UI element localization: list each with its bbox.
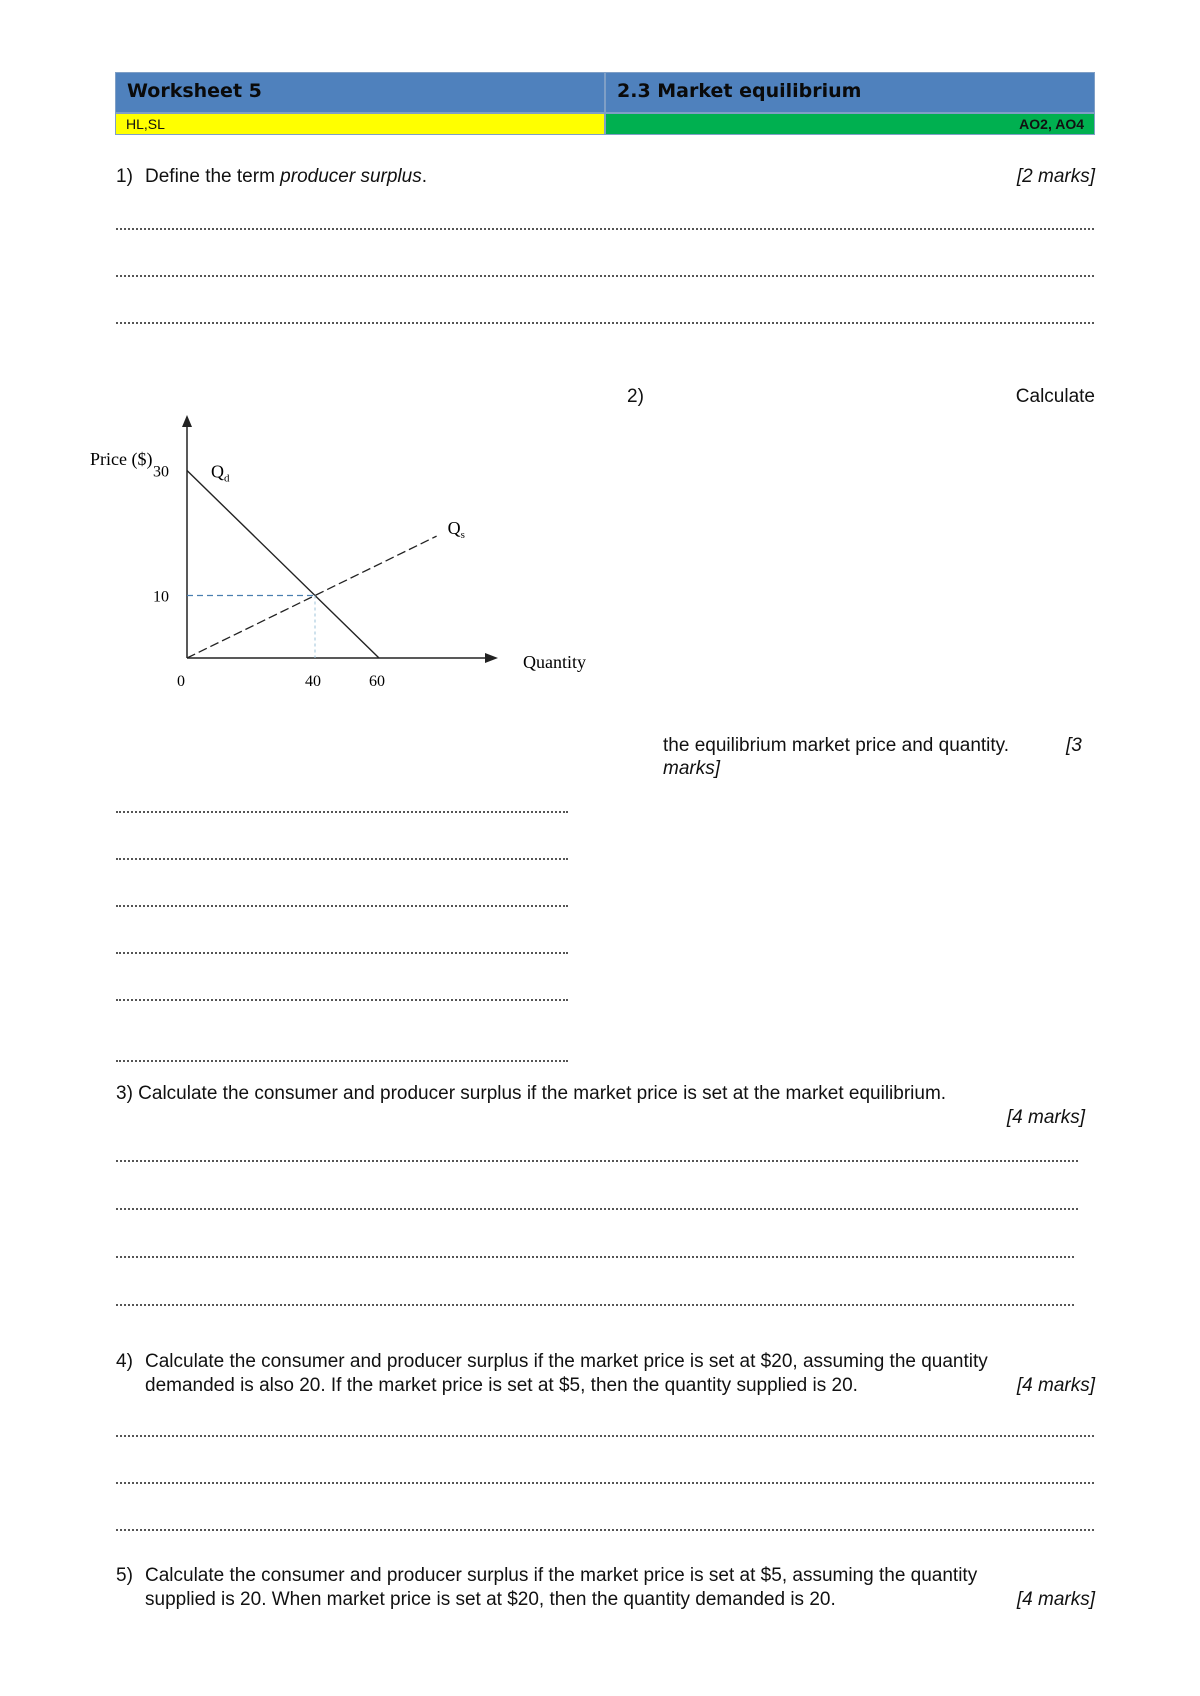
q2-marks-line2: marks] [663, 758, 720, 779]
q2-marks-line1: [3 [1066, 735, 1082, 756]
q5-line1: Calculate the consumer and producer surplus if the market price is set at $5, assuming the quantity [145, 1565, 978, 1586]
x-axis-arrow [485, 653, 498, 663]
answer-line [116, 811, 568, 813]
q5-marks: [4 marks] [1016, 1589, 1095, 1610]
x-tick-label: 60 [369, 673, 385, 690]
q1-text-after: . [421, 166, 427, 187]
header-left-cell [115, 72, 605, 113]
answer-line [116, 275, 1094, 277]
q1-number: 1) [116, 166, 133, 187]
q4-line2: demanded is also 20. If the market price is set at $5, then the quantity supplied is 20. [145, 1375, 858, 1396]
q4-line1: Calculate the consumer and producer surplus if the market price is set at $20, assuming the quantity [145, 1351, 988, 1372]
q3-marks: [4 marks] [1006, 1107, 1085, 1128]
answer-line [116, 1482, 1094, 1484]
supply-demand-chart [80, 405, 620, 705]
answer-line [116, 952, 568, 954]
answer-line [116, 1256, 1074, 1258]
objectives-cell [605, 113, 1095, 135]
y-tick-label: 30 [153, 463, 169, 481]
demand-label: $Q_d$ [211, 461, 230, 485]
q3-text: 3) Calculate the consumer and producer surplus if the market price is set at the market equilibrium. [116, 1083, 947, 1104]
topic-title: 2.3 Market equilibrium [617, 80, 862, 102]
q1-text-before: Define the term [145, 166, 281, 187]
answer-line [116, 322, 1094, 324]
q1-marks: [2 marks] [1016, 166, 1095, 187]
q4-marks: [4 marks] [1016, 1375, 1095, 1396]
demand-curve [187, 471, 379, 659]
q4-number: 4) [116, 1351, 133, 1372]
header-right-cell [605, 72, 1095, 113]
q1-term: producer surplus [280, 166, 422, 187]
objectives-label: AO2, AO4 [1019, 116, 1084, 132]
y-tick-label: 10 [153, 588, 169, 606]
q2-number: 2) [627, 386, 644, 407]
supply-label: $Q_s$ [447, 518, 465, 542]
y-axis-label: Price ($) [90, 449, 153, 469]
answer-line [116, 905, 568, 907]
x-tick-label: 40 [305, 673, 321, 690]
answer-line [116, 1304, 1074, 1306]
x-tick-label: 0 [177, 673, 185, 690]
supply-curve [187, 536, 437, 658]
answer-line [116, 228, 1094, 230]
worksheet-title: Worksheet 5 [127, 80, 262, 102]
level-cell [115, 113, 605, 135]
q5-line2: supplied is 20. When market price is set at $20, then the quantity demanded is 20. [145, 1589, 836, 1610]
answer-line [116, 1160, 1078, 1162]
answer-line [116, 1435, 1094, 1437]
level-label: HL,SL [126, 116, 165, 132]
q2-text: the equilibrium market price and quantity. [663, 735, 1010, 756]
q2-calculate-word: Calculate [1015, 386, 1095, 407]
answer-line [116, 999, 568, 1001]
answer-line [116, 1208, 1078, 1210]
q5-number: 5) [116, 1565, 133, 1586]
y-axis-arrow [182, 415, 192, 427]
x-axis-label: Quantity [523, 652, 586, 672]
answer-line [116, 1529, 1094, 1531]
answer-line [116, 1060, 568, 1062]
answer-line [116, 858, 568, 860]
q1-text [145, 165, 427, 188]
